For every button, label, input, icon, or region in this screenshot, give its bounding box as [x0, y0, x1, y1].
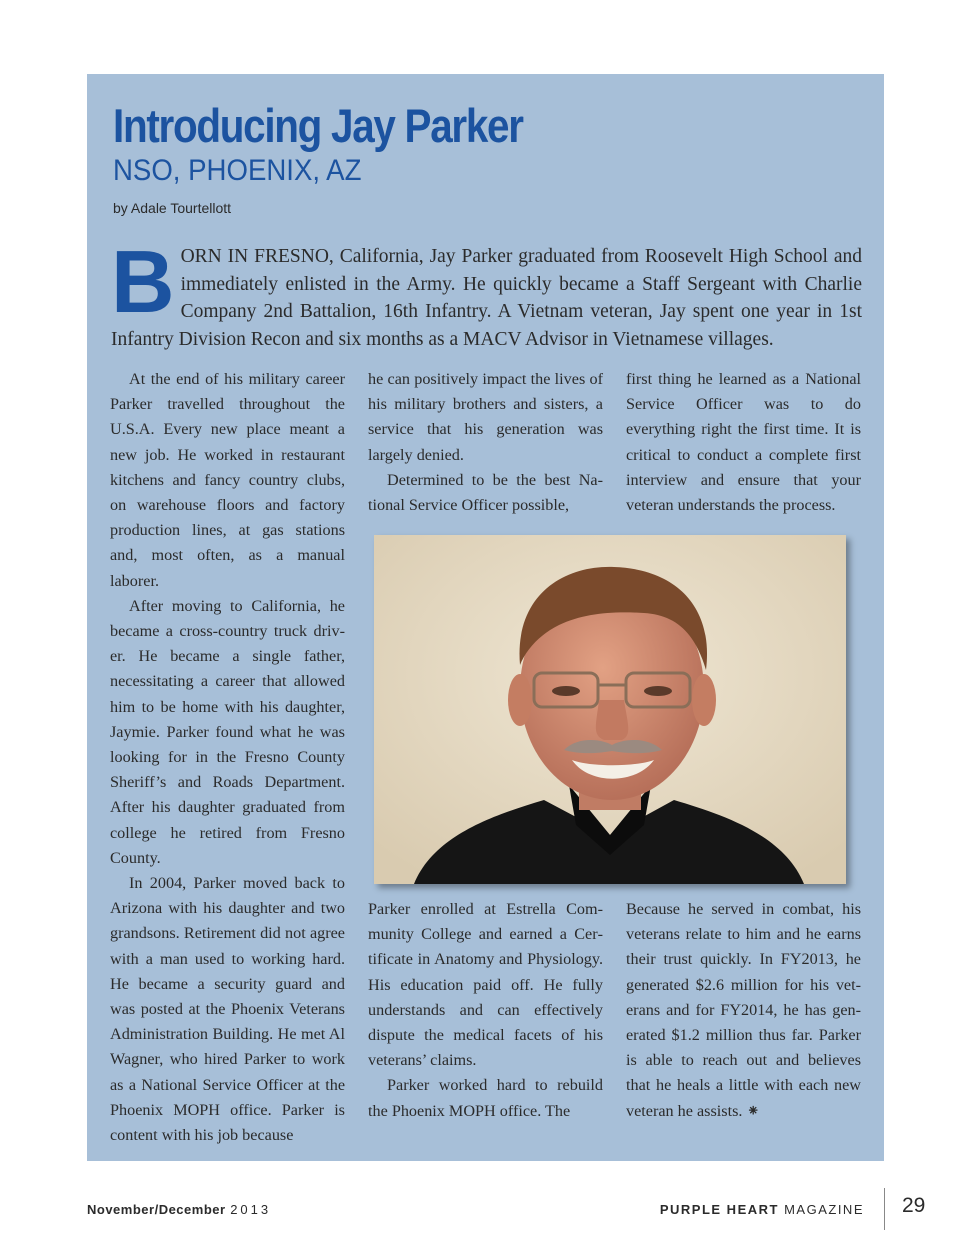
article-title: Introducing Jay Parker — [113, 99, 523, 152]
lede-paragraph — [111, 232, 862, 353]
footer-issue: November/December — [87, 1202, 226, 1217]
footer-divider — [884, 1188, 885, 1230]
page-number: 29 — [902, 1194, 926, 1217]
column-2-bottom — [368, 897, 603, 1124]
paragraph: In 2004, Parker moved back to Arizona with his daughter and two grandsons. Retirement did not agree with a man used to working hard. He became a security guard and was posted at the Phoenix Veterans Administration Building. He met Al Wagner, who hired Parker to work as a National Service Officer at the Phoenix MOPH office. Parker is content with his job because — [110, 874, 345, 1145]
paragraph: Parker enrolled at Estrella Community College and earned a Certificate in Anatomy and Physiology. His education paid off. He fully understands and can effectively dispute the medical facets of his veterans’ claims. — [368, 900, 603, 1070]
paragraph: Because he served in combat, his veterans relate to him and he earns their trust quickly. In FY2013, he generated $2.6 million for his veterans and for FY2014, he has generated $1.2 million thus far. Parker is able to reach out and believes that he heals a little with each new veteran he assists. ⁕ — [626, 900, 861, 1120]
footer-magazine-rest: MAGAZINE — [784, 1202, 864, 1217]
footer-magazine-name — [660, 1202, 864, 1217]
column-1 — [110, 367, 345, 1148]
paragraph: After moving to California, he became a cross-country truck driver. He became a single father, necessitating a career that allowed him to be home with his daughter, Jaymie. Parker found what he was looking for in the Fresno County Sheriff’s and Roads Department. After his daughter graduated from college he retired from Fresno County. — [110, 596, 345, 867]
column-3-top — [626, 367, 861, 518]
paragraph: first thing he learned as a National Service Officer was to do everything right the first time. It is critical to conduct a complete first interview and ensure that your veteran understands the process. — [626, 370, 861, 515]
column-3-bottom — [626, 897, 861, 1124]
paragraph: he can positively impact the lives of his military brothers and sisters, a service that his generation was largely denied. — [368, 370, 603, 464]
footer-magazine-bold: PURPLE HEART — [659, 1202, 779, 1217]
byline: by Adale Tourtellott — [113, 200, 232, 216]
paragraph: At the end of his military career Parker travelled throughout the U.S.A. Every new place meant a new job. He worked in restaurant kitchens and fancy country clubs, on warehouse floors and factory production lines, at gas stations and, most often, as a manual laborer. — [110, 370, 345, 590]
column-2-top — [368, 367, 603, 518]
paragraph: Parker worked hard to rebuild the Phoenix MOPH office. The — [368, 1076, 603, 1120]
footer-year: 2013 — [230, 1202, 272, 1217]
footer-issue-date — [87, 1202, 271, 1217]
drop-cap: B — [111, 232, 175, 331]
article-subtitle: NSO, PHOENIX, AZ — [113, 154, 362, 187]
paragraph: Determined to be the best National Service Officer possible, — [368, 470, 603, 515]
portrait-photo — [374, 535, 846, 884]
lede-text: California, Jay Parker graduated from Roosevelt High School and immediately enlisted in the Army. He quickly became a Staff Sergeant with Charlie Company 2nd Battalion, 16th Infantry. A Vietnam veteran, Jay spent one year in 1st Infantry Division Recon and six months as a MACV Advisor in Vietnamese villages. — [111, 246, 862, 350]
lede-small-caps: ORN IN FRESNO, — [180, 246, 334, 267]
